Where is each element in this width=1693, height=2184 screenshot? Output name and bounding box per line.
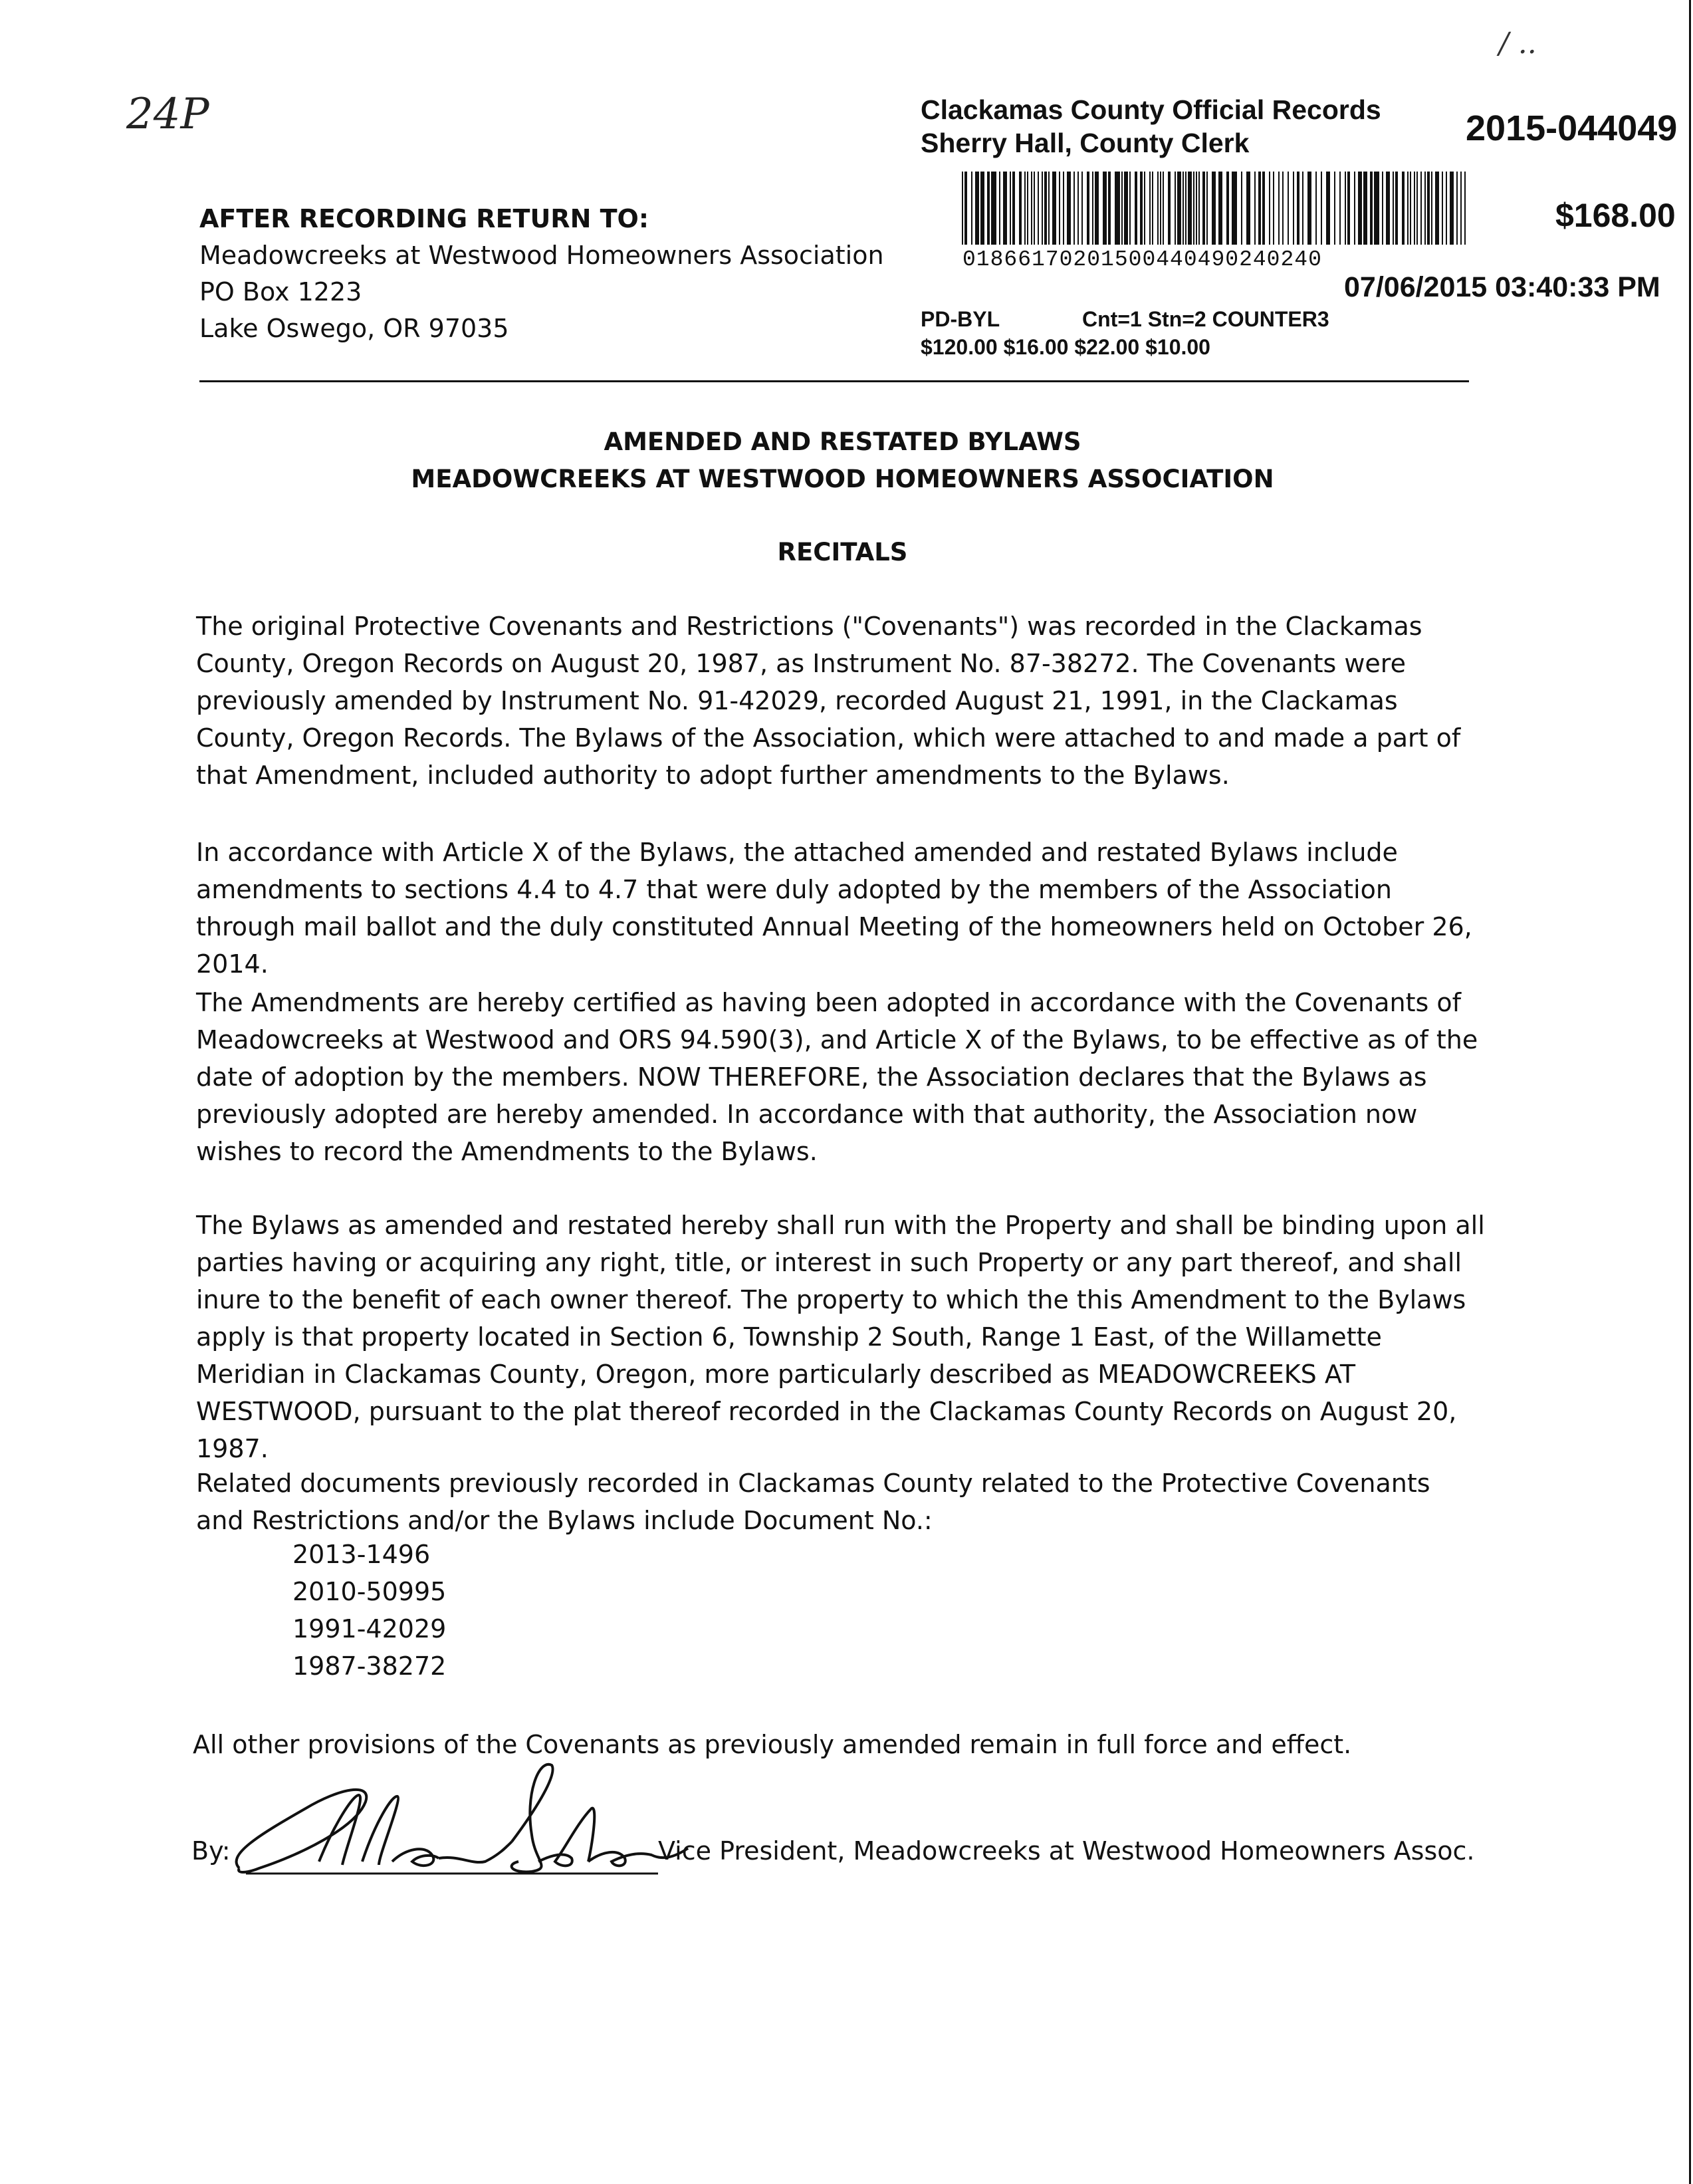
barcode-bar <box>1218 172 1222 245</box>
barcode-bar <box>1347 172 1350 245</box>
barcode-bar <box>1031 172 1032 245</box>
signature-icon <box>219 1755 698 1888</box>
barcode-bar <box>1202 172 1205 245</box>
barcode-bar <box>1048 172 1050 245</box>
barcode-bar <box>1297 172 1299 245</box>
barcode-bar <box>1262 172 1265 245</box>
barcode-bar <box>1278 172 1280 245</box>
related-documents-list <box>292 1536 446 1685</box>
barcode-bar <box>1095 172 1099 245</box>
handwritten-note: 24P <box>126 90 209 139</box>
barcode-bar <box>1241 172 1242 245</box>
barcode-bar <box>1198 172 1200 245</box>
barcode-bar <box>1163 172 1164 245</box>
barcode-bar <box>1420 172 1422 245</box>
closing-statement: All other provisions of the Covenants as previously amended remain in full force and effect. <box>193 1730 1352 1759</box>
list-item: 2013-1496 <box>292 1540 431 1569</box>
paragraph-1: The original Protective Covenants and Restrictions ("Covenants") was recorded in the Clackamas County, Oregon Records on August 20, 1987, as Instrument No. 87-38272. The Covenants were previously amended by Instrument No. 91-42029, recorded August 21, 1991, in the Clackamas County, Oregon Records. The Bylaws of the Association, which were attached to and made a part of that Amendment, included authority to adopt further amendments to the Bylaws. <box>196 612 1461 790</box>
recording-office-line2: Sherry Hall, County Clerk <box>921 128 1250 158</box>
barcode-bar <box>1226 172 1229 245</box>
barcode-bar <box>1246 172 1250 245</box>
barcode-bar <box>1073 172 1075 245</box>
barcode-bar <box>1460 172 1462 245</box>
paragraph-2: In accordance with Article X of the Bylaws, the attached amended and restated Bylaws include amendments to sections 4.4 to 4.7 that were duly adopted by the members of the Association through mail ballot and the duly constituted Annual Meeting of the homeowners held on October 26, 2014. <box>196 838 1472 979</box>
barcode-bar <box>1293 172 1294 245</box>
barcode-bar <box>1273 172 1274 245</box>
barcode-bar <box>1003 172 1007 245</box>
barcode-bar <box>1427 172 1430 245</box>
page-edge <box>1689 0 1691 2184</box>
barcode-bar <box>980 172 984 245</box>
document-title <box>199 424 1486 498</box>
barcode-bar <box>1358 172 1362 245</box>
barcode-bar <box>1042 172 1043 245</box>
barcode-bar <box>1144 172 1145 245</box>
barcode-bar <box>1326 172 1330 245</box>
barcode-bar <box>1456 172 1458 245</box>
barcode-bar <box>964 172 967 245</box>
barcode-bar <box>1282 172 1284 245</box>
barcode-bar <box>1370 172 1373 245</box>
doc-type: PD-BYL <box>921 307 1000 331</box>
barcode-bar <box>1450 172 1454 245</box>
barcode-bar <box>1185 172 1186 245</box>
barcode-bar <box>1092 172 1093 245</box>
barcode-bar <box>1410 172 1411 245</box>
barcode-bar <box>1374 172 1379 245</box>
barcode-bar <box>1393 172 1394 245</box>
barcode-bar <box>1140 172 1143 245</box>
barcode-bar <box>1067 172 1071 245</box>
barcode-bar <box>1183 172 1184 245</box>
counter-info: Cnt=1 Stn=2 COUNTER3 <box>1082 307 1329 331</box>
barcode-bar <box>1232 172 1237 245</box>
barcode-bar <box>1038 172 1039 245</box>
fee-total: $168.00 <box>1555 197 1676 234</box>
barcode-bar <box>1334 172 1335 245</box>
barcode-bar <box>1010 172 1011 245</box>
fee-breakdown: $120.00 $16.00 $22.00 $10.00 <box>921 335 1210 359</box>
barcode-bar <box>1034 172 1035 245</box>
barcode-bar <box>1124 172 1128 245</box>
return-to-address2: Lake Oswego, OR 97035 <box>199 314 509 343</box>
barcode-bar <box>1212 172 1216 245</box>
barcode-bar <box>1152 172 1153 245</box>
barcode-bar <box>1149 172 1151 245</box>
return-to-name: Meadowcreeks at Westwood Homeowners Association <box>199 241 884 270</box>
instrument-number: 2015-044049 <box>1466 108 1678 148</box>
barcode-bar <box>1258 172 1261 245</box>
barcode-bar <box>1027 172 1028 245</box>
recording-office <box>921 93 1381 160</box>
list-item: 1991-42029 <box>292 1614 447 1643</box>
title-line2: MEADOWCREEKS AT WESTWOOD HOMEOWNERS ASSOCIATION <box>411 465 1274 493</box>
barcode-bar <box>1345 172 1346 245</box>
paragraph-4: The Bylaws as amended and restated hereby shall run with the Property and shall be binding upon all parties having or acquiring any right, title, or interest in such Property or any part thereof, and shall inure to the benefit of each owner thereof. The property to which the this Amendment to the Bylaws apply is that property located in Section 6, Township 2 South, Range 1 East, of the Willamette Meridian in Clackamas County, Oregon, more particularly described as MEADOWCREEKS AT WESTWOOD, pursuant to the plat thereof recorded in the Clackamas County Records on August 20, 1987. <box>196 1211 1485 1463</box>
barcode-bar <box>1063 172 1064 245</box>
paragraph-5: Related documents previously recorded in Clackamas County related to the Protective Covenants and Restrictions and/or the Bylaws include Document No.: <box>196 1469 1430 1535</box>
barcode-bar <box>1339 172 1341 245</box>
barcode-bar <box>1081 172 1083 245</box>
barcode-bar <box>1416 172 1418 245</box>
barcode-bar <box>1019 172 1022 245</box>
barcode-bar <box>1188 172 1192 245</box>
barcode-bar <box>1363 172 1367 245</box>
barcode-bar <box>1177 172 1181 245</box>
barcode-bar <box>1302 172 1303 245</box>
section-heading: RECITALS <box>777 538 908 566</box>
barcode-bar <box>1315 172 1317 245</box>
barcode-bar <box>1024 172 1026 245</box>
barcode-bar <box>1402 172 1405 245</box>
barcode-bar <box>962 172 963 245</box>
barcode-bar <box>1395 172 1398 245</box>
barcode-bar <box>1193 172 1194 245</box>
barcode-bar <box>1431 172 1432 245</box>
return-to-heading: AFTER RECORDING RETURN TO: <box>199 204 649 233</box>
paragraph-3: The Amendments are hereby certified as having been adopted in accordance with the Covenants of Meadowcreeks at Westwood and ORS 94.590(3), and Article X of the Bylaws, to be effective as of the date of adoption by the members. NOW THEREFORE, the Association declares that the Bylaws as previously adopted are hereby amended. In accordance with that authority, the Association now wishes to record the Amendments to the Bylaws. <box>196 988 1478 1166</box>
recording-office-line1: Clackamas County Official Records <box>921 94 1381 125</box>
barcode-bar <box>1175 172 1176 245</box>
barcode-bar <box>1129 172 1131 245</box>
recorded-datetime: 07/06/2015 03:40:33 PM <box>1344 271 1660 303</box>
barcode-digits: 01866170201500440490240240 <box>962 247 1322 272</box>
barcode-bar <box>1354 172 1355 245</box>
barcode-bar <box>1446 172 1447 245</box>
barcode-bar <box>1108 172 1111 245</box>
barcode-bar <box>1077 172 1079 245</box>
barcode-bar <box>1442 172 1443 245</box>
barcode-bar <box>1382 172 1383 245</box>
barcode-bar <box>1087 172 1089 245</box>
barcode-bar <box>1435 172 1439 245</box>
barcode-bar <box>1424 172 1426 245</box>
barcode-bar <box>1321 172 1322 245</box>
return-to-address1: PO Box 1223 <box>199 277 362 306</box>
barcode-bar <box>1121 172 1123 245</box>
barcode-bar <box>1307 172 1311 245</box>
barcode-bar <box>1269 172 1270 245</box>
barcode-bar <box>1168 172 1171 245</box>
barcode-bar <box>1407 172 1409 245</box>
barcode-bar <box>1103 172 1107 245</box>
header-divider <box>199 380 1469 382</box>
barcode-bar <box>971 172 972 245</box>
barcode-bar <box>1196 172 1197 245</box>
barcode-bar <box>1052 172 1056 245</box>
return-to-block <box>199 201 884 347</box>
barcode-bar <box>991 172 996 245</box>
barcode-bar <box>1288 172 1289 245</box>
barcode-icon <box>959 172 1471 245</box>
barcode-bar <box>1059 172 1060 245</box>
barcode-bar <box>1044 172 1047 245</box>
barcode-bar <box>1386 172 1390 245</box>
corner-marks: / .. <box>1499 27 1537 61</box>
list-item: 1987-38272 <box>292 1651 447 1681</box>
barcode-bar <box>999 172 1000 245</box>
barcode-bar <box>1115 172 1120 245</box>
signature-title: Vice President, Meadowcreeks at Westwood Homeowners Assoc. <box>658 1836 1475 1866</box>
barcode-bar <box>987 172 990 245</box>
barcode-bar <box>1157 172 1159 245</box>
barcode-bar <box>1160 172 1161 245</box>
barcode-bar <box>1135 172 1137 245</box>
barcode-bar <box>975 172 979 245</box>
barcode-bar <box>1414 172 1415 245</box>
barcode-bar <box>1206 172 1208 245</box>
list-item: 2010-50995 <box>292 1577 447 1606</box>
signature-by-label: By: <box>191 1836 231 1866</box>
barcode-bar <box>1464 172 1466 245</box>
title-line1: AMENDED AND RESTATED BYLAWS <box>604 427 1081 456</box>
barcode-bar <box>1012 172 1015 245</box>
barcode-bar <box>1254 172 1256 245</box>
